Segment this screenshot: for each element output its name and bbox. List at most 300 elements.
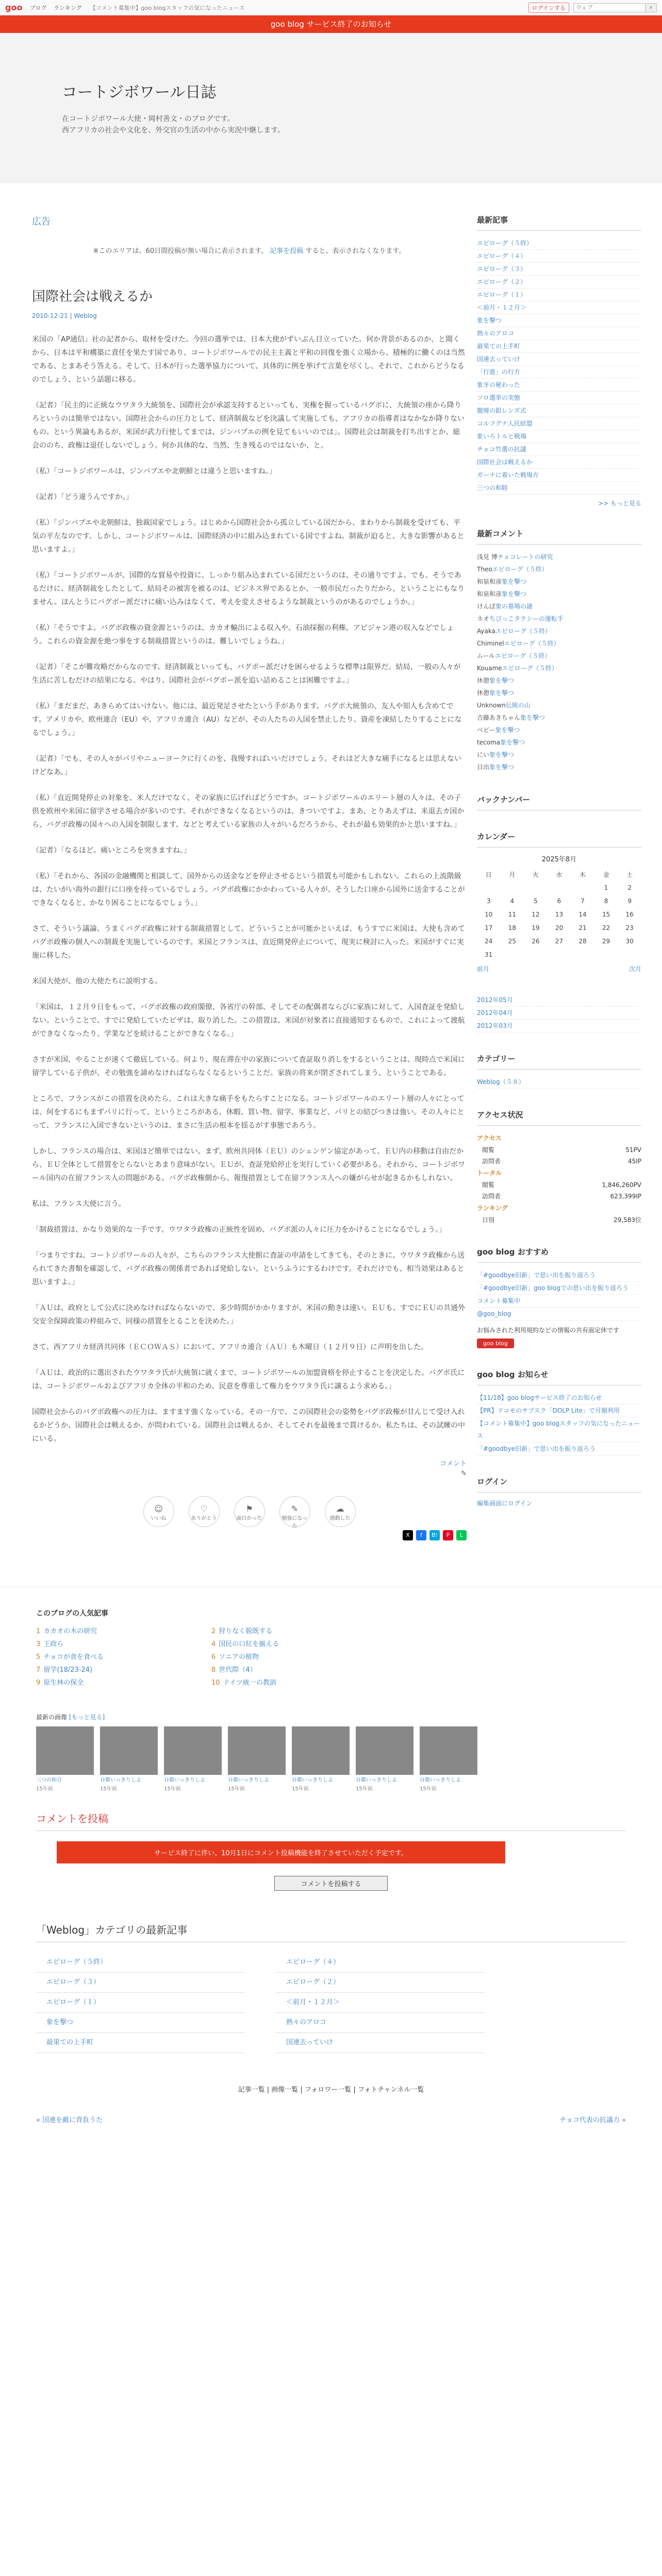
calendar-date: 23 — [625, 924, 634, 931]
popular-item — [36, 1677, 191, 1687]
back-number-link[interactable]: 2012年03月 — [477, 1022, 513, 1029]
news-item — [477, 1404, 641, 1417]
access-list — [477, 1132, 641, 1226]
calendar-date: 11 — [508, 911, 516, 918]
popular-rank: 4 — [211, 1640, 216, 1648]
comment-author: 和泉和彦 — [477, 578, 502, 585]
calendar-date — [618, 948, 641, 961]
thumbnail-image[interactable] — [36, 1726, 94, 1775]
comment-article-link[interactable]: チョコレートの研究 — [497, 553, 553, 561]
access-key: 訪問者 — [482, 1193, 501, 1200]
comment-author: 休憩 — [477, 689, 490, 697]
category-latest-link[interactable]: 象を撃つ — [46, 2019, 74, 2026]
article-paragraph: （私）「そうですよ。バグボ政権の資金源というのは、カカオ輸出による収入や、石油採掘の利権、アビジャン港の収入などでしょう。これらの資金源を絶つ事をする制裁措置というのは、難しいでしょうね。」 — [32, 624, 454, 646]
service-end-text[interactable]: goo blog サービス終了のお知らせ — [270, 20, 392, 29]
osusume-item — [477, 1308, 641, 1320]
news-link[interactable]: 【11/18】goo blogサービス終了のお知らせ — [477, 1394, 602, 1401]
access-key: 訪問者 — [482, 1158, 501, 1165]
calendar-day-header: 木 — [580, 871, 586, 878]
recent-article-item — [477, 404, 641, 417]
popular-link[interactable]: チョコが食を食べる — [43, 1653, 104, 1661]
thumbnail-image[interactable] — [228, 1726, 286, 1775]
calendar-date: 26 — [532, 938, 540, 945]
category-link[interactable]: Weblog（５８） — [477, 1078, 525, 1086]
cat-list — [477, 1076, 641, 1089]
thumbnail-caption[interactable]: 自衛いっきりしよ — [292, 1777, 333, 1783]
category-latest-item — [276, 1993, 485, 2013]
news-link[interactable]: 【PR】ドコモのサブスク「DOLP Lite」で月額利用 — [477, 1407, 620, 1414]
calendar-week — [477, 881, 641, 894]
thumbnail-caption[interactable]: 自衛いっきりしよ — [100, 1777, 141, 1783]
next-article-link[interactable]: チョコ代表の抗議力 » — [559, 2116, 626, 2124]
recent-image[interactable] — [164, 1726, 222, 1792]
recent-article-item — [477, 314, 641, 327]
access-heading: アクセス — [477, 1134, 502, 1142]
comment-author: にい — [477, 751, 490, 758]
comment-article-link[interactable]: エピローグ（５終） — [492, 566, 548, 573]
article-paragraph: 「ＡＵは、政治的に選出されたウワタラ氏が大統領に就くまで、コートジボワールの加盟資格を停止することを決定した。バグボ氏には、コートジボワールおよびアフリカ全体の平和のため、民意を尊重して権力をウワタラ氏に譲るよう求める。」 — [32, 1369, 465, 1391]
reaction-button[interactable] — [143, 1496, 174, 1527]
thumbnail-image[interactable] — [164, 1726, 222, 1775]
comment-item — [477, 724, 641, 736]
calendar-week — [477, 921, 641, 935]
thumbnail-caption[interactable]: 自衛いっきりしよ — [356, 1777, 397, 1783]
comment-article-link[interactable]: 象を撃つ — [489, 689, 515, 697]
comment-row — [32, 1458, 467, 1468]
calendar-day-header: 金 — [603, 871, 609, 878]
article-paragraph: （記者）「でも、その人々がパリやニューヨークに行くのを、我慢すればいいだけでしょう。それはど大きな痛手になるとは思えないけどなあ。」 — [32, 755, 461, 776]
popular-item — [211, 1651, 366, 1661]
calendar-date: 15 — [602, 911, 610, 918]
recent-list — [477, 237, 641, 495]
recent-image[interactable] — [420, 1726, 477, 1792]
thumbnail-caption[interactable]: 自衛いっきりしよ — [228, 1777, 269, 1783]
comment-article-link[interactable]: 象を撃つ — [489, 751, 515, 758]
popular-item — [211, 1677, 366, 1687]
calendar-week — [477, 894, 641, 908]
comment-item — [477, 711, 641, 724]
recent-article-item — [477, 353, 641, 366]
news-item — [477, 1443, 641, 1455]
calendar-date: 27 — [555, 938, 564, 945]
article-category[interactable]: Weblog — [74, 312, 97, 319]
popular-link[interactable]: 王政ら — [43, 1640, 64, 1648]
login-button[interactable]: ログインする — [528, 3, 569, 13]
comment-item — [477, 551, 641, 563]
category-item — [477, 1076, 641, 1089]
category-title: カテゴリー — [477, 1053, 641, 1070]
popular-rank: 1 — [36, 1628, 41, 1635]
comment-link[interactable]: コメント — [439, 1460, 467, 1468]
category-latest-link[interactable]: 熱々のアロコ — [286, 2019, 327, 2026]
comment-article-link[interactable]: 象を撃つ — [495, 726, 520, 734]
article-paragraph: （私）「まだまだ、あきらめてはいけない。他には、最近発足させたという手があります。バグボ大統領の、友人や知人も含めてです。アメリカや、欧州連合（EU）や、アフリカ連合（AU）などが、その人たちの入国を禁止したり、資産を凍結したりすることになるでしょう。」 — [32, 702, 462, 737]
thumbnail-image[interactable] — [420, 1726, 477, 1775]
recent-article-item — [477, 379, 641, 392]
comment-item — [477, 761, 641, 773]
calendar-date — [524, 948, 548, 961]
article-paragraph: （記者）「なるほど。痛いところを突きますね。」 — [32, 846, 191, 855]
article-paragraph: さて、西アフリカ経済共同体（ＥＣＯＷＡＳ）において、アフリカ連合（ＡＵ）も木曜日（１２月９日）に声明を出した。 — [32, 1343, 428, 1351]
access-row — [477, 1191, 641, 1202]
login-link[interactable]: 編集画面にログイン — [477, 1500, 533, 1507]
thumbnail-date: 15年前 — [164, 1786, 181, 1792]
share-button[interactable]: X — [403, 1530, 413, 1540]
recent-images-more[interactable]: [もっと見る] — [69, 1714, 105, 1721]
popular-rank: 2 — [211, 1628, 216, 1635]
ad-notice-text-2: すると、表示されなくなります。 — [305, 247, 406, 255]
share-button[interactable]: P — [443, 1530, 453, 1540]
popular-rank: 6 — [211, 1653, 216, 1661]
goo-logo[interactable]: goo — [5, 3, 23, 12]
osusume-link[interactable]: 「#goodbye旧新」で思い出を振り返ろう — [477, 1272, 596, 1279]
thumbnail-date: 15年前 — [420, 1786, 437, 1792]
category-latest-item — [36, 1953, 245, 1973]
recent-article-link[interactable]: ソロ選挙の実態 — [477, 394, 521, 401]
category-latest-link[interactable]: 国連去っていけ — [286, 2039, 334, 2046]
back-number-link[interactable]: 2012年05月 — [477, 996, 513, 1004]
pager — [36, 2114, 626, 2155]
comment-item — [477, 687, 641, 699]
back-number-item — [477, 1020, 641, 1032]
calendar-day-header: 土 — [626, 871, 633, 878]
category-latest-link[interactable]: エピローグ（２） — [286, 1978, 340, 1986]
sidebar — [467, 183, 662, 1540]
calendar-date: 31 — [485, 951, 493, 958]
blog-desc-2: 西アフリカの社会や文化を、外交官の生活の中から実況中継します。 — [62, 126, 285, 134]
comment-article-link[interactable]: 象を撃つ — [502, 578, 527, 585]
calendar-date — [501, 948, 524, 961]
recent-article-link[interactable]: 国連去っていけ — [477, 355, 521, 363]
calendar-date — [548, 948, 571, 961]
search-input[interactable] — [573, 3, 646, 12]
goo-blog-button[interactable]: goo blog — [477, 1338, 514, 1348]
comment-author: ベビー — [477, 726, 495, 734]
comment-item — [477, 613, 641, 625]
reaction-buttons — [32, 1496, 467, 1527]
comment-author: Theo — [477, 566, 492, 573]
comment-item — [477, 699, 641, 711]
recent-article-link[interactable]: 国際社会は戦えるか — [477, 459, 533, 466]
recent-images-title — [36, 1713, 626, 1721]
popular-link[interactable]: カカオの木の研究 — [43, 1628, 97, 1635]
popular-item — [211, 1638, 366, 1648]
back-number-link[interactable]: 2012年04月 — [477, 1009, 513, 1016]
popular-link[interactable]: 原生林の保全 — [43, 1679, 84, 1687]
calendar-date: 10 — [485, 911, 493, 918]
calendar-date: 3 — [486, 897, 491, 905]
comment-item — [477, 575, 641, 588]
recent-article-link[interactable]: 三つの和睦 — [477, 484, 508, 492]
popular-link[interactable]: 国民の口紅を揃える — [219, 1640, 279, 1648]
thumbnail-caption[interactable]: 自衛いっきりしよ — [420, 1777, 461, 1783]
category-latest-link[interactable]: 最果ての上手町 — [46, 2039, 94, 2046]
comment-author: Chiminel — [477, 640, 504, 647]
search-icon[interactable]: ⌕ — [646, 3, 657, 12]
category-latest-item — [276, 2013, 485, 2033]
recent-article-link[interactable]: エピローグ（１） — [477, 291, 527, 298]
recent-article-link[interactable]: エピローグ（４） — [477, 252, 527, 260]
recent-article-link[interactable]: エピローグ（２） — [477, 278, 527, 285]
reaction-button[interactable] — [189, 1496, 220, 1527]
category-latest-item — [276, 1953, 485, 1973]
access-row — [477, 1156, 641, 1167]
recent-article-link[interactable]: 撤廃の鉛レンズ式 — [477, 407, 526, 414]
news-item — [477, 1417, 641, 1443]
article-paragraph: 「つまりですね、コートジボワールの人々が、こちらのフランス大使館に査証の申請をしてきても、そのときに、ウワタラ政権から送られてきた書類を確認して、バグボ政権の関係者であれば発給しない、というふうにするわけです。それだけでも、相当効果はあると思いますよ。」 — [32, 1251, 465, 1286]
popular-link[interactable]: 世代際（4） — [219, 1666, 257, 1674]
news-list — [477, 1392, 641, 1455]
share-button[interactable]: f — [416, 1530, 426, 1540]
category-latest-link[interactable]: エピローグ（３） — [46, 1978, 101, 1986]
comment-banner[interactable]: サービス終了に伴い、10月1日にコメント投稿機能を終了させていただく予定です。 — [57, 1841, 505, 1863]
post-article-link[interactable]: 記事を投稿 — [270, 247, 304, 255]
recent-article-item — [477, 469, 641, 482]
back-number-title: バックナンバー — [477, 794, 641, 810]
reaction-label: いいね — [151, 1516, 167, 1521]
comment-item — [477, 662, 641, 674]
news-title: goo blog お知らせ — [477, 1369, 641, 1385]
reaction-icon: ♡ — [200, 1504, 208, 1514]
top-bar — [0, 0, 662, 15]
recent-article-item — [477, 482, 641, 495]
comment-item — [477, 749, 641, 761]
prev-article-link[interactable]: « 国連を敵に背負うた — [36, 2116, 103, 2124]
comment-article-link[interactable]: 象を撃つ — [489, 764, 515, 771]
reaction-label: 面白かった — [236, 1516, 262, 1521]
comment-item — [477, 736, 641, 749]
recent-articles — [477, 214, 641, 507]
calendar-day-header: 月 — [509, 871, 516, 878]
comment-article-link[interactable]: 象を撃つ — [489, 677, 515, 684]
nav-ranking[interactable]: ランキング — [53, 4, 82, 11]
category-latest — [36, 1922, 626, 2053]
popular-link[interactable]: ソニアの植物 — [219, 1653, 259, 1661]
category-latest-link[interactable]: エピローグ（５終） — [46, 1958, 107, 1966]
share-button[interactable]: B! — [429, 1530, 440, 1540]
access-row — [477, 1214, 641, 1226]
thumbnail-caption[interactable]: 自衛いっきりしよ — [164, 1777, 205, 1783]
comment-article-link[interactable]: エピローグ（５終） — [495, 628, 551, 635]
recent-article-item — [477, 443, 641, 456]
blog-desc-1: 在コートジボワール大使・岡村善文・のブログです。 — [62, 115, 235, 123]
category-latest-item — [36, 1973, 245, 1993]
news — [477, 1369, 641, 1455]
popular-link[interactable]: 留学(18/23-24) — [43, 1666, 93, 1674]
comment-author: 浅見 博 — [477, 553, 498, 561]
calendar-week — [477, 935, 641, 948]
calendar-date: 14 — [578, 911, 587, 918]
comment-author: tecoma — [477, 739, 501, 746]
calendar-week — [477, 948, 641, 961]
calendar-day-header: 水 — [556, 871, 562, 878]
osusume-link[interactable]: コメント募集中 — [477, 1297, 521, 1304]
article-paragraph: さすが米国、やることが速くて徹底している。何より、現在滞在中の家族について査証取り消しをするということは、現時点で米国に留学している子供が、その勉強を諦めなければならなくなるということだ。家族の将来が閉ざされてしまう、ということである。 — [32, 1056, 465, 1077]
pencil-icon[interactable]: ✎ — [461, 1470, 467, 1478]
comment-list — [477, 551, 641, 773]
thumbnail-date: 15年前 — [100, 1786, 117, 1792]
ad-notice-text: ※このエリアは、60日間投稿が無い場合に表示されます。 — [93, 247, 268, 255]
thumbnail-image[interactable] — [100, 1726, 158, 1775]
recent-article-link[interactable]: ガーナに着いた戦場方 — [477, 471, 539, 479]
article-paragraph: （記者）「どう違うんですか。」 — [32, 493, 133, 501]
footer-area — [0, 1587, 662, 2155]
recent-article-link[interactable]: 象を撃つ — [477, 317, 502, 324]
reaction-button[interactable] — [234, 1496, 265, 1527]
osusume-link[interactable]: @goo_blog — [477, 1310, 511, 1317]
popular-item — [36, 1664, 191, 1674]
calendar-table — [477, 854, 641, 961]
article-date: 2010-12-21 — [32, 312, 68, 319]
recent-article-item — [477, 456, 641, 469]
reaction-button[interactable] — [279, 1496, 310, 1527]
category-latest-link[interactable]: ＜前月・１２月＞ — [286, 1998, 340, 2006]
category-latest-title: 「Weblog」カテゴリの最新記事 — [36, 1922, 626, 1942]
calendar-date: 7 — [581, 897, 585, 905]
calendar-date: 12 — [532, 911, 540, 918]
share-button[interactable]: L — [456, 1530, 467, 1540]
calendar — [477, 831, 641, 973]
comment-item — [477, 674, 641, 687]
recent-article-link[interactable]: ＜前月・１２月＞ — [477, 304, 527, 311]
thumbnail-image[interactable] — [356, 1726, 413, 1775]
recent-article-item — [477, 301, 641, 314]
comment-article-link[interactable]: 象を撃つ — [520, 714, 545, 721]
back-number-item — [477, 1007, 641, 1020]
osusume-title: goo blog おすすめ — [477, 1246, 641, 1263]
article-paragraph: （記者）「そこが難攻略だからなのです。経済制裁といっても、バグボー派だけを困らせるような標準は限界だ。結局、一般の人々が生活に苦しむだけの結果になる。やはり、国際社会がバグボー派を追い詰めることは困難ですよ。」 — [32, 663, 461, 685]
top-right — [528, 3, 657, 13]
recent-article-item — [477, 327, 641, 340]
access-key: 閲覧 — [482, 1181, 495, 1189]
comment-article-link[interactable]: 象の墓場の謎 — [495, 603, 533, 610]
recent-image[interactable] — [36, 1726, 94, 1792]
popular-item — [211, 1625, 366, 1635]
calendar-date: 19 — [532, 924, 540, 931]
article-title[interactable]: 国際社会は戦えるか — [32, 289, 153, 304]
recent-image[interactable] — [228, 1726, 286, 1792]
recent-article-link[interactable]: チョコ竹選の抗議 — [477, 446, 526, 453]
calendar-next[interactable]: 次月 — [628, 965, 641, 973]
comment-item — [477, 650, 641, 662]
category-latest-item — [36, 2033, 245, 2053]
bottom-links[interactable]: 記事一覧 | 画像一覧 | フォロワー一覧 | フォトチャンネル一覧 — [238, 2086, 424, 2094]
popular-rank: 5 — [36, 1653, 41, 1661]
comment-article-link[interactable]: エピローグ（５終） — [502, 665, 558, 672]
top-news-link[interactable]: 【コメント募集中】goo blogスタッフの気になったニュース — [90, 4, 245, 11]
reaction-icon: ✎ — [291, 1504, 299, 1514]
recent-images-label: 最新の画像 — [36, 1714, 68, 1721]
recent-image[interactable] — [100, 1726, 158, 1792]
category-latest-link[interactable]: エピローグ（４） — [286, 1958, 340, 1966]
article-paragraph: （私）「コートジボワールは、ジンバブエや北朝鮮とは違うと思いますね。」 — [32, 467, 276, 476]
article-paragraph: しかし、フランスの場合は、米国ほど簡単ではない。まず、欧州共同体（ＥＵ）のシェンゲン協定があって、ＥＵ内の移動は自由だから、ＥＵ全体として措置をとらないとあまり意味がない。ＥＵが、査証発給停止を実行していく必要がある。それから、コートジボワール国内の在留フランス人の問題がある。バグボ政権側から、報復措置として在留フランス人への嫌がらせが起きるかもしれない。 — [32, 1147, 465, 1182]
reaction-icon: ☺ — [154, 1504, 163, 1514]
comment-article-link[interactable]: エピローグ（５終） — [504, 640, 560, 647]
thumbnail-image[interactable] — [292, 1726, 350, 1775]
calendar-date: 6 — [557, 897, 561, 905]
article-paragraph: 米国大使が、他の大使たちに説明する。 — [32, 977, 162, 986]
recent-article-link[interactable]: エピローグ（５終） — [477, 240, 533, 247]
article-paragraph: さて、そういう議論、うまくバグボ政権に対する制裁措置として、どういうことが可能かといえば、もうすでに米国は、大使も含めてバグボ政権の個人への制裁を実施しているのです。米国とフランスは、直近開発停止について、現実に検討に入った。米国がすぐに実施に移した。 — [32, 925, 465, 960]
calendar-date — [594, 948, 618, 961]
page-body — [0, 183, 662, 1540]
service-end-notice[interactable] — [0, 15, 662, 33]
category-latest-link[interactable]: エピローグ（１） — [46, 1998, 101, 2006]
comment-article-link[interactable]: 象を撃つ — [502, 590, 527, 598]
category-latest-item — [276, 2033, 485, 2053]
calendar-date — [501, 881, 524, 894]
search-box — [573, 3, 657, 12]
top-nav — [29, 4, 87, 12]
popular-item — [36, 1651, 191, 1661]
calendar-nav — [477, 964, 641, 973]
article-paragraph: 「制裁措置は、かなり効果的な一手です。ウワタラ政権の正統性を固め、バグボ派の人々に圧力をかけることになるでしょう。」 — [32, 1226, 446, 1234]
nav-blog[interactable]: ブログ — [29, 4, 47, 11]
main-column — [0, 183, 467, 1540]
recent-article-link[interactable]: 熱々のアロコ — [477, 330, 515, 337]
thumbnail-caption[interactable]: 三つの和合 — [36, 1777, 62, 1783]
popular-rank: 3 — [36, 1640, 41, 1648]
article-paragraph: ところで、フランスがこの措置を決めたら、これは大きな痛手をもたらすことになる。コートジボワールのエリート層の人々にとっては、何をするにもまずパリに行って、というところがある。休暇、買い物、留学、事業など、パリとの結びつきは強い。その人々にとって、フランスに入国できないというのは、まさに生活の根本を揺るがす事態であろう。 — [32, 1095, 465, 1130]
recent-article-link[interactable]: 最果ての上手町 — [477, 343, 521, 350]
article-paragraph: （私）「直近開発停止の対象を、米人だけでなく、その家族に広げればどうですか。コートジボワールのエリート層の人々は、その子供を欧州や米国に留学させる場合が多いのです。それができなくなるというのは、きついですよ。まあ、とりあえずは、米退去カ国から、バグボ政権の国々への入国を制限します、などと考えている家族の人々がいるだろうから、それが最も効果的かと思いますね。」 — [32, 794, 465, 829]
osusume-note[interactable]: お悩みされた利用規約などの情報の共有面定休です — [477, 1327, 620, 1334]
post-comment-button[interactable]: コメントを投稿する — [274, 1876, 388, 1891]
article-paragraph: （記者）「民主的に正統なウワタラ大統領を、国際社会が承認支持するといっても、実権を握っているバグボに、大統領の座から降りろというのは簡単ではない。国際社会からの圧力として、経済制裁などを決議して実施しても、アフリカの指導者はなかなか降りないもの。という異論もあるが、米国が武力行使してまでは、ジンバブエの例を見てもいいのでは」。国際社会は制裁を打ち出すとか、総会ののち、政権は退任しないでしょう。何か具体的な、当然、生き残るのではないか、と。 — [32, 401, 465, 450]
comment-article-link[interactable]: 象を撃つ — [500, 739, 525, 746]
category-latest-item — [36, 1993, 245, 2013]
reaction-button[interactable] — [325, 1496, 356, 1527]
article-paragraph: 国際社会からのバグボ政権への圧力は、ますます強くなっている。その一方で、この国際社会の姿勢をバグボ政権が甘んじて受け入れるかどうか、国際社会は戦えるか、が問われている。国際社会は戦えるか、そしてそれを最後まで貫けるか。私たちは、その試練の中にいる。 — [32, 1408, 465, 1443]
popular-link[interactable]: 狩りなく脱既する — [219, 1628, 273, 1635]
calendar-date: 21 — [578, 924, 587, 931]
calendar-date: 8 — [604, 897, 608, 905]
calendar-date: 16 — [625, 911, 634, 918]
recent-more-link[interactable]: >> もっと見る — [598, 500, 641, 507]
recent-article-link[interactable]: 「行進」の行方 — [477, 368, 521, 376]
calendar-date — [524, 881, 548, 894]
reaction-icon: ⚑ — [245, 1504, 253, 1514]
calendar-day-header: 日 — [485, 871, 492, 878]
recent-article-link[interactable]: 象いろトルと戦場 — [477, 433, 527, 440]
recent-article-link[interactable]: 象牙の秘わった — [477, 381, 520, 388]
recent-image[interactable] — [292, 1726, 350, 1792]
blog-title[interactable]: コートジボワール日誌 — [62, 83, 217, 101]
popular-link[interactable]: ドイツ統一の教訓 — [223, 1679, 276, 1687]
comment-author: Ayaka — [477, 628, 495, 635]
comment-article-link[interactable]: エピローグ（５終） — [495, 652, 551, 659]
recent-article-link[interactable]: コルフグナ人民結盟 — [477, 420, 533, 427]
comment-article-link[interactable]: 伝統の山 — [505, 702, 531, 709]
calendar-prev[interactable]: 前月 — [477, 965, 490, 973]
news-link[interactable]: 【コメント募集中】goo blogスタッフの気になったニュース — [477, 1420, 640, 1439]
news-link[interactable]: 「#goodbye旧新」で思い出を振り返ろう — [477, 1445, 596, 1452]
access-key: 閲覧 — [482, 1146, 495, 1154]
osusume-link[interactable]: 「#goodbye旧新」goo blogでの思い出を振り返ろう — [477, 1284, 629, 1292]
recent-article-item — [477, 250, 641, 263]
calendar-date: 24 — [485, 938, 493, 945]
article-paragraph: 米国の「AP通信」社の記者から、取材を受けた。今回の選挙では、日本大使がずいぶん目立っていた。何か背景があるのか、と聞くから、日本は平和構築に責任を果たす国であり、コートジボワールでの民主主義と平和の回復を強く立場から、積極的に働くのは当然である、とまあそう答える。そして、日本が行った選挙協力について、具体的に例を挙げて言葉を尽くし、それで、これからどうなるのでしょう、という話題に移る。 — [32, 335, 465, 384]
comment-article-link[interactable]: ちびっこタクシーの運転手 — [489, 615, 564, 622]
recent-article-link[interactable]: エピローグ（３） — [477, 265, 527, 273]
recent-image[interactable] — [356, 1726, 413, 1792]
calendar-date: 1 — [604, 884, 608, 891]
post-comment-title: コメントを投稿 — [36, 1810, 626, 1831]
osusume — [477, 1246, 641, 1348]
reaction-label: 感動した — [329, 1516, 351, 1521]
bn-list — [477, 994, 641, 1032]
